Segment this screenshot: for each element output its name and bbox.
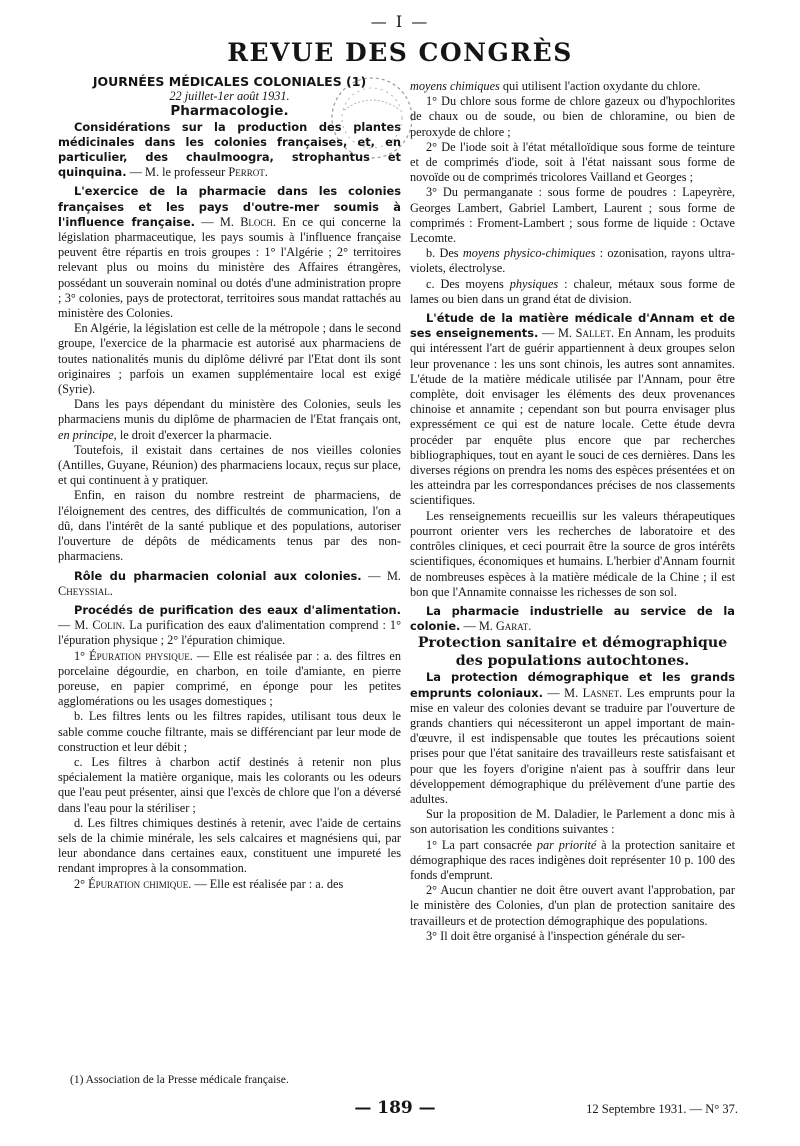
list-item: 2° Aucun chantier ne doit être ouvert avant l'approbation, par le ministère des Colonies, d'un plan de protection sanitaire des travailleurs et de protection démographique des populations.: [410, 883, 735, 928]
list-item: 1° La part consacrée par priorité à la protection sanitaire et démographique des races indigènes doit représenter 10 p. 100 des fonds d'emprunt.: [410, 837, 736, 882]
paragraph-text: Les emprunts pour la mise en valeur des colonies devant se traduire par l'ouverture de grands chantiers qui nécessiteront un appel important de main-d'œuvre, il est indispensable que toutes les précautions soient prises pour que l'état sanitaire des travailleurs reste satisfaisant et pour que les foyers d'origine n'aient pas à souffrir dans leur développement démographique du prélèvement d'une partie des adultes.: [410, 685, 735, 806]
folio-roman-numeral: — I —: [370, 12, 430, 31]
author-name: — M. Lasnet.: [547, 685, 623, 700]
emphasis: par priorité: [536, 837, 597, 852]
paragraph-text: En ce qui concerne la législation pharmaceutique, les pays soumis à l'influence française peuvent être répartis en trois groupes : 1° l'Algérie ; 2° territoires relevant plus ou moins du ministère des Affaires étrangères, possédant un souverain nominal ou dotés d'une administration propre ; 3° colonies, pays de protectorat, territoires sous mandat rattachés au ministère des Colonies.: [58, 214, 401, 321]
author-name: — M. Bloch.: [201, 214, 276, 229]
emphasis: en principe: [58, 427, 114, 442]
masthead-title: REVUE DES CONGRÈS: [227, 38, 573, 67]
footnote: (1) Association de la Presse médicale française.: [70, 1074, 289, 1086]
list-item: 1° Du chlore sous forme de chlore gazeux ou d'hypochlorites de chaux ou de soude, ou bien de chloramine, ou bien de peroxyde de chlore ;: [410, 94, 735, 139]
list-item: 3° Il doit être organisé à l'inspection générale du ser-: [426, 928, 685, 943]
conference-date: 22 juillet-1er août 1931.: [169, 89, 290, 104]
left-column: [58, 74, 401, 892]
paragraph: Sur la proposition de M. Daladier, le Parlement a donc mis à son autorisation les conditions suivantes :: [410, 807, 735, 837]
section-title-pharmacologie: Pharmacologie.: [170, 103, 289, 120]
article-sallet: [410, 311, 735, 509]
section-title-protection-sanitaire: Protection sanitaire et démographique des populations autochtones.: [417, 635, 728, 670]
article-title: La protection démographique et les grands emprunts coloniaux.: [410, 670, 735, 700]
article-colin: [58, 603, 401, 649]
author-name: — M. Cheyssial.: [58, 568, 401, 598]
article-bloch: [58, 184, 401, 321]
article-cheyssial: [58, 569, 401, 599]
article-title: L'étude de la matière médicale d'Annam et de ses enseignements.: [410, 311, 735, 341]
article-lasnet: [410, 670, 735, 807]
article-title: La pharmacie industrielle au service de la colonie.: [410, 603, 735, 634]
article-title: Procédés de purification des eaux d'alimentation.: [74, 602, 401, 617]
emphasis: physiques: [509, 276, 559, 291]
article-garat: [410, 604, 735, 634]
paragraph: Dans les pays dépendant du ministère des Colonies, seuls les pharmaciens munis du diplôme de pharmacien de l'Etat français ont, en principe, le droit d'exercer la pharmacie.: [58, 397, 401, 442]
article-title: Rôle du pharmacien colonial aux colonies.: [74, 568, 362, 583]
paragraph-text: La purification des eaux d'alimentation comprend : 1° l'épuration physique ; 2° l'épuration chimique.: [58, 618, 402, 648]
right-column: [410, 79, 735, 944]
list-item: b. Les filtres lents ou les filtres rapides, utilisant tous deux le sable comme couche filtrante, mais se différenciant par leur mode de construction et leur débit ;: [58, 709, 401, 754]
author-name: Perrot.: [228, 165, 268, 180]
list-item: d. Les filtres chimiques destinés à retenir, avec l'aide de certains sels de la chimie minérale, les sels calcaires et magnésiens qui, par leur abondance dans certaines eaux, constituent une impureté les rendant impropres à la consommation.: [58, 815, 401, 876]
author-prefix: — M. le professeur: [126, 165, 229, 180]
paragraph: Toutefois, il existait dans certaines de nos vieilles colonies (Antilles, Guyane, Réunion) des pharmaciens locaux, reçus sur place, et qui continuent à y pratiquer.: [58, 442, 401, 488]
paragraph: 1° Épuration physique. — Elle est réalisée par : a. des filtres en porcelaine dégourdie, en charbon, en toile d'amiante, en pierre poreuse, en papier comprimé, en éponge pour les petites agglomérations ou les usages domestiques ;: [58, 648, 401, 709]
article-perrot: [58, 120, 401, 181]
list-item: 3° Du permanganate : sous forme de poudres : Lapeyrère, Georges Lambert, Gabriel Lambert, Laurent ; sous forme de comprimés : Froment-Lambert ; sous forme de liquide : Octave Lecomte.: [410, 185, 735, 246]
paragraph: En Algérie, la législation est celle de la métropole ; dans le second groupe, l'exercice de la pharmacie est autorisé aux pharmaciens de toutes nationalités munis du diplôme délivré par l'Etat dont ils sont originaires ; parfois un examen supplémentaire local est exigé (Syrie).: [58, 321, 401, 397]
paragraph-text: En Annam, les produits qui intéressent l'art de guérir appartiennent à deux groupes selon leur provenance : les uns sont chinois, les autres sont annamites. L'étude de la matière médicale utilisée par l'Annam, pour être complète, doit envisager les éléments des deux provenances chinoise et annamite ; cependant son but pourra envisager plus expressément ce qui est de nature locale. Cette étude devra procéder par enquête plus encore que par recherches bibliographiques, tout en ayant le souci de ces dernières. Dans les diverses régions on prendra les noms des espèces présentées et on les atteindra par les correspondances précises de nos classements scientifiques.: [410, 326, 735, 508]
conference-title: JOURNÉES MÉDICALES COLONIALES (1): [92, 74, 367, 89]
paragraph: Les renseignements recueillis sur les valeurs thérapeutiques pourront orienter vers les recherches de laboratoire et des contrôles cliniques, et ceci pourrait être la source de gros intérêts scientifiques, économiques et humains. L'herbier d'Annam fournit de nombreuses espèces à la matière médicale de la Chine ; il est bon que l'Annamite connaisse les richesses de son sol.: [410, 508, 735, 599]
list-item: 2° De l'iode soit à l'état métalloïdique sous forme de teinture et de comprimés d'iode, soit à l'état naissant sous forme de novoïde ou de comprimés tricolores Vailland et Georges ;: [410, 139, 735, 185]
subheading: 1° Épuration physique.: [74, 648, 193, 663]
list-item: b. Des moyens physico-chimiques : ozonisation, rayons ultra-violets, électrolyse.: [410, 246, 735, 276]
page-number: — 189 —: [354, 1098, 436, 1118]
subheading: 2° Épuration chimique.: [74, 876, 192, 891]
paragraph: Enfin, en raison du nombre restreint de pharmaciens, de l'éloignement des centres, des difficultés de communication, l'on a dû, dans l'intérêt de la santé publique et des populations, autoriser l'ouverture de dépôts de médicaments tenus par des non-pharmaciens.: [58, 488, 401, 564]
paragraph: moyens chimiques qui utilisent l'action oxydante du chlore.: [410, 79, 701, 93]
emphasis: moyens physico-chimiques: [462, 246, 596, 261]
paragraph: 2° Épuration chimique. — Elle est réalisée par : a. des: [74, 876, 344, 891]
author-name: — M. Colin.: [58, 618, 126, 633]
article-title: Considérations sur la production des plantes médicinales dans les colonies françaises, et, en particulier, des chaulmoogra, strophantus et quinquina.: [58, 119, 401, 180]
author-name: — M. Garat.: [463, 619, 532, 634]
list-item: c. Les filtres à charbon actif destinés à retenir non plus spécialement la matière organique, mais les colorants ou les odeurs que l'eau peut présenter, ainsi que l'excès de chlore que l'on a déversé dans l'eau pour la stériliser ;: [58, 754, 401, 815]
list-item: c. Des moyens physiques : chaleur, métaux sous forme de lames ou bien dans un grand état de division.: [410, 276, 735, 306]
author-name: — M. Sallet.: [542, 326, 615, 341]
issue-date: 12 Septembre 1931. — N° 37.: [586, 1102, 738, 1116]
emphasis: moyens chimiques: [410, 79, 500, 93]
article-title: L'exercice de la pharmacie dans les colonies françaises et les pays d'outre-mer soumis à l'influence française.: [58, 184, 401, 229]
